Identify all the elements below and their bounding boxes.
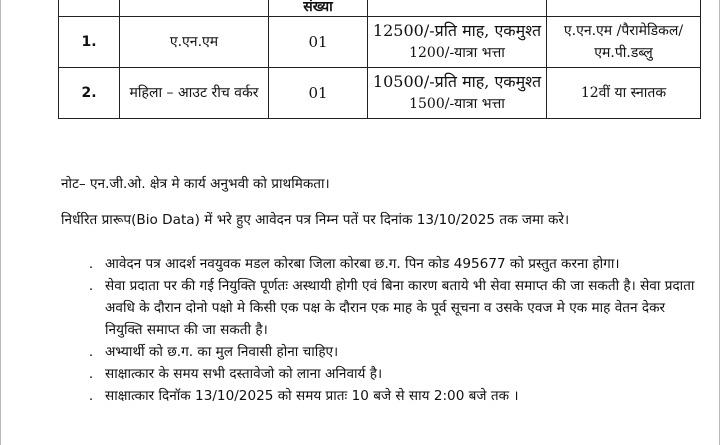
conditions-list bbox=[61, 253, 701, 407]
salary-travel: 1500/-यात्रा भत्ता bbox=[409, 96, 505, 112]
list-item bbox=[61, 385, 701, 407]
bullet-icon: . bbox=[88, 344, 94, 360]
list-item bbox=[61, 341, 701, 363]
list-item bbox=[61, 253, 701, 275]
cell-post: महिला – आउट रीच वर्कर bbox=[120, 68, 269, 119]
cell-qty: 01 bbox=[269, 68, 368, 119]
salary-monthly: 10500/-प्रति माह, एकमुश्त bbox=[372, 72, 542, 91]
salary-monthly: 12500/-प्रति माह, एकमुश्त bbox=[372, 21, 542, 40]
instruction-text: निर्धरित प्रारूप(Bio Data) में भरे हुए आवेदन पत्र निम्न पतें पर दिनांक 13/10/2025 तक जमा करे। bbox=[61, 212, 570, 228]
list-item-text: अभ्यार्थी को छ.ग. का मुल निवासी होना चाहिए। bbox=[105, 344, 339, 360]
cell-salary bbox=[368, 17, 547, 68]
bullet-icon: . bbox=[88, 278, 94, 294]
list-item-text: साक्षात्कार के समय सभी दस्तावेजो को लाना अनिवार्य है। bbox=[105, 366, 383, 382]
cell-qualification: 12वीं या स्नातक bbox=[547, 68, 701, 119]
list-item bbox=[61, 275, 701, 341]
cell-sno: 1. bbox=[59, 17, 120, 68]
cell-post: ए.एन.एम bbox=[120, 17, 269, 68]
list-item-text: आवेदन पत्र आदर्श नवयुवक मडल कोरबा जिला कोरबा छ.ग. पिन कोड 495677 को प्रस्तुत करना होगा। bbox=[105, 256, 620, 272]
bullet-icon: . bbox=[88, 388, 94, 404]
table-header-row bbox=[59, 0, 701, 17]
bullet-icon: . bbox=[88, 366, 94, 382]
list-item-text: सेवा प्रदाता पर की गई नियुक्ति पूर्णतः अस्थायी होगी एवं बिना कारण बताये भी सेवा समाप्त की जा सकती है। सेवा प्रदाता अवधि के दौरान दोनो पक्षो मे किसी एक पक्ष के दौरान एक माह के पूर्व सूचना व उसके एवज मे एक माह वेतन देकर नियुक्ति समाप्त की जा सकती है। bbox=[105, 278, 695, 338]
bullet-icon: . bbox=[88, 256, 94, 272]
cell-salary bbox=[368, 68, 547, 119]
table-row bbox=[59, 17, 701, 68]
header-qty: संख्या bbox=[269, 0, 368, 17]
salary-travel: 1200/-यात्रा भत्ता bbox=[409, 45, 505, 61]
cell-sno: 2. bbox=[59, 68, 120, 119]
vacancy-table bbox=[58, 0, 701, 119]
table-row bbox=[59, 68, 701, 119]
cell-qty: 01 bbox=[269, 17, 368, 68]
cell-qualification: ए.एन.एम /पैरामेडिकल/ एम.पी.डब्लु bbox=[547, 17, 701, 68]
list-item-text: साक्षात्कार दिनॉक 13/10/2025 को समय प्रातः 10 बजे से साय 2:00 बजे तक । bbox=[105, 388, 519, 404]
list-item bbox=[61, 363, 701, 385]
note-text: नोट– एन.जी.ओ. क्षेत्र मे कार्य अनुभवी को प्राथमिकता। bbox=[61, 176, 330, 192]
